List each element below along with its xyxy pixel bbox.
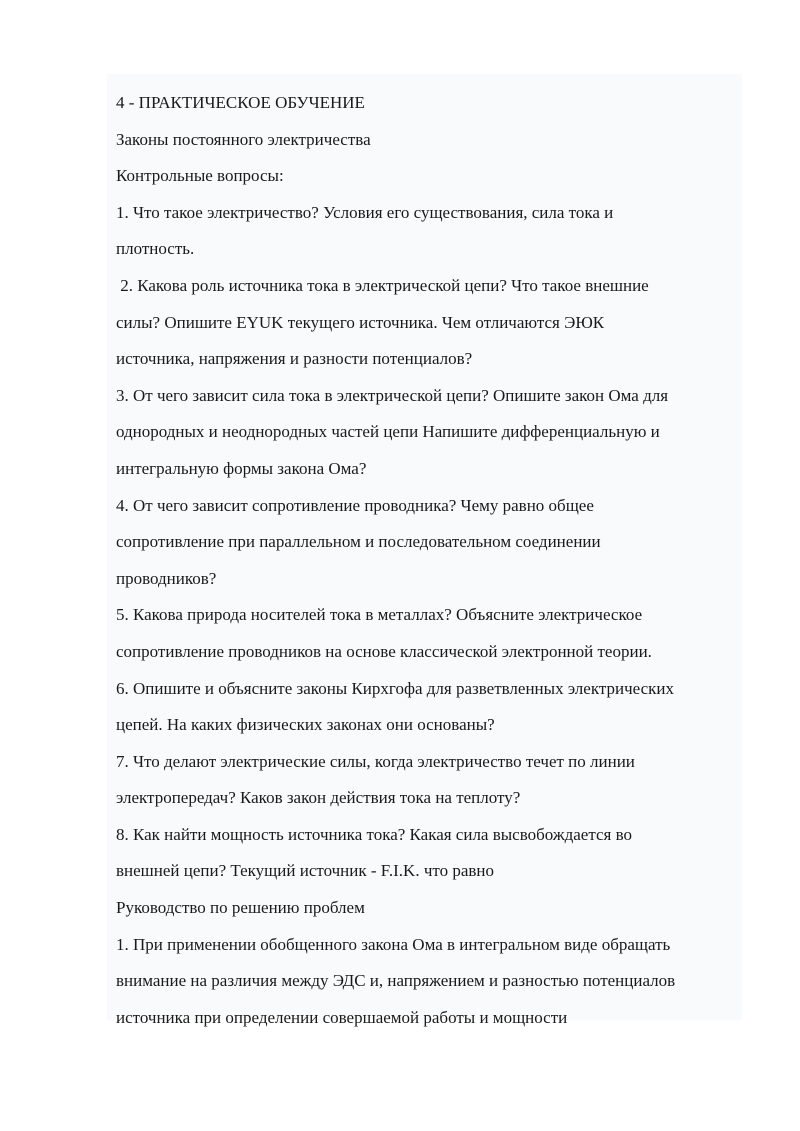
question-8-line-2: внешней цепи? Текущий источник - F.I.K. что равно <box>116 861 495 881</box>
question-3-line-1: 3. От чего зависит сила тока в электрической цепи? Опишите закон Ома для <box>116 385 669 405</box>
questions-heading: Контрольные вопросы: <box>116 166 284 186</box>
question-1-line-2: плотность. <box>116 239 195 259</box>
question-2-line-1: 2. Какова роль источника тока в электрической цепи? Что такое внешние <box>116 275 649 295</box>
document-body <box>116 85 746 1036</box>
question-2-line-3: источника, напряжения и разности потенциалов? <box>116 349 473 369</box>
question-4-line-1: 4. От чего зависит сопротивление проводника? Чему равно общее <box>116 495 594 515</box>
question-7-line-2: электропередач? Каков закон действия тока на теплоту? <box>116 788 521 808</box>
question-5-line-2: сопротивление проводников на основе классической электронной теории. <box>116 641 652 661</box>
guide-1-line-2: внимание на различия между ЭДС и, напряжением и разностью потенциалов <box>116 971 676 991</box>
guide-heading: Руководство по решению проблем <box>116 898 365 918</box>
topic-title: Законы постоянного электричества <box>116 129 371 149</box>
question-6-line-1: 6. Опишите и объясните законы Кирхгофа для разветвленных электрических <box>116 678 675 698</box>
question-6-line-2: цепей. На каких физических законах они основаны? <box>116 715 495 735</box>
guide-1-line-1: 1. При применении обобщенного закона Ома в интегральном виде обращать <box>116 934 671 954</box>
question-5-line-1: 5. Какова природа носителей тока в металлах? Объясните электрическое <box>116 605 643 625</box>
guide-1-line-3: источника при определении совершаемой работы и мощности <box>116 1007 568 1027</box>
question-1-line-1: 1. Что такое электричество? Условия его существования, сила тока и <box>116 202 614 222</box>
question-7-line-1: 7. Что делают электрические силы, когда электричество течет по линии <box>116 751 635 771</box>
question-4-line-2: сопротивление при параллельном и последовательном соединении <box>116 532 601 552</box>
section-title: 4 - ПРАКТИЧЕСКОЕ ОБУЧЕНИЕ <box>116 93 365 112</box>
question-8-line-1: 8. Как найти мощность источника тока? Какая сила высвобождается во <box>116 824 633 844</box>
question-3-line-2: однородных и неоднородных частей цепи Напишите дифференциальную и <box>116 422 660 442</box>
question-2-line-2: силы? Опишите EYUK текущего источника. Чем отличаются ЭЮК <box>116 312 605 332</box>
question-4-line-3: проводников? <box>116 568 217 588</box>
question-3-line-3: интегральную формы закона Ома? <box>116 458 367 478</box>
